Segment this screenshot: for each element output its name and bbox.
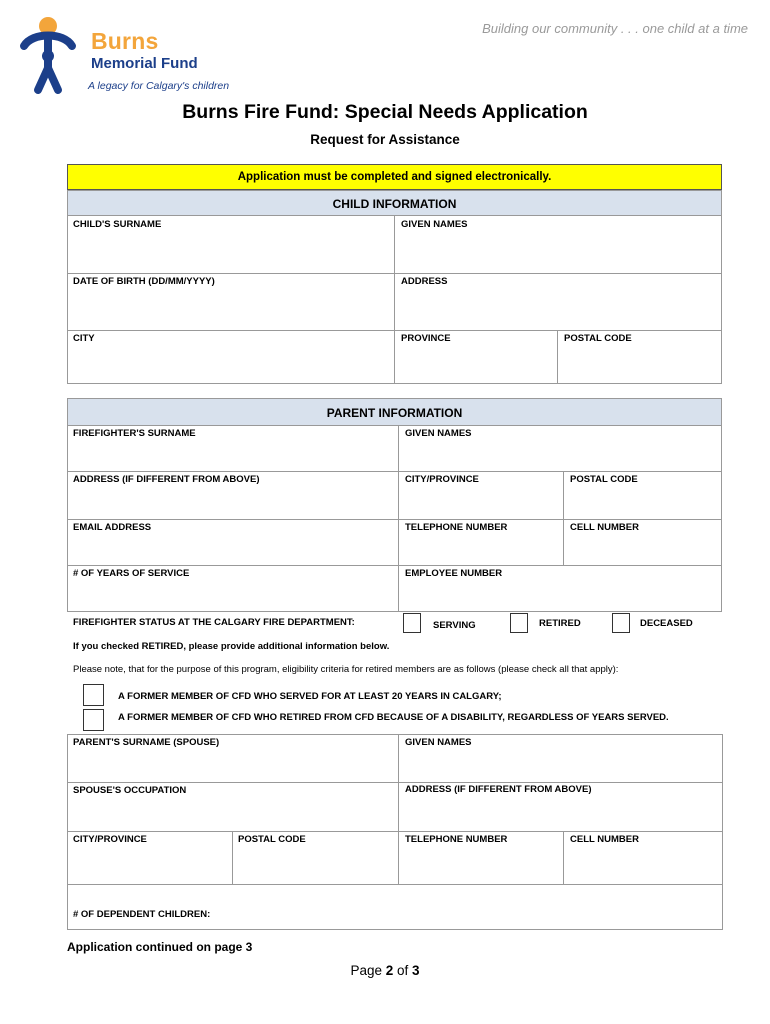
page-title: Burns Fire Fund: Special Needs Application xyxy=(182,101,588,123)
page-number xyxy=(0,963,770,978)
divider xyxy=(67,565,722,566)
page-of: of xyxy=(397,963,409,978)
divider xyxy=(398,426,399,612)
ff-years-service-field[interactable]: # OF YEARS OF SERVICE xyxy=(73,568,190,579)
child-surname-field[interactable]: CHILD'S SURNAME xyxy=(73,219,162,230)
criteria-2-label: A FORMER MEMBER OF CFD WHO RETIRED FROM CFD BECAUSE OF A DISABILITY, REGARDLESS OF YEARS SERVED. xyxy=(118,712,669,723)
criteria-1-label: A FORMER MEMBER OF CFD WHO SERVED FOR AT LEAST 20 YEARS IN CALGARY; xyxy=(118,691,502,702)
spouse-info-table xyxy=(67,734,723,930)
criteria-1-checkbox[interactable] xyxy=(83,684,104,706)
ff-email-field[interactable]: EMAIL ADDRESS xyxy=(73,522,152,533)
divider xyxy=(67,929,723,930)
status-serving-checkbox[interactable] xyxy=(403,613,421,633)
spouse-given-names-field[interactable]: GIVEN NAMES xyxy=(405,737,472,748)
child-dob-field[interactable]: DATE OF BIRTH (DD/MM/YYYY) xyxy=(73,276,215,287)
divider xyxy=(563,831,564,884)
ff-cell-field[interactable]: CELL NUMBER xyxy=(570,522,639,533)
parent-section-heading: PARENT INFORMATION xyxy=(67,398,722,426)
spouse-city-field[interactable]: CITY/PROVINCE xyxy=(73,834,147,845)
child-section-heading: CHILD INFORMATION xyxy=(67,190,722,216)
ff-city-province-field[interactable]: CITY/PROVINCE xyxy=(405,474,479,485)
spouse-postal-code-field[interactable]: POSTAL CODE xyxy=(238,834,306,845)
criteria-2-checkbox[interactable] xyxy=(83,709,104,731)
divider xyxy=(563,471,564,565)
child-address-field[interactable]: ADDRESS xyxy=(401,276,448,287)
ff-surname-field[interactable]: FIREFIGHTER'S SURNAME xyxy=(73,428,196,439)
divider xyxy=(398,734,399,884)
status-deceased-label: DECEASED xyxy=(640,618,693,629)
dependents-field[interactable]: # OF DEPENDENT CHILDREN: xyxy=(73,909,211,920)
status-serving-label: SERVING xyxy=(433,620,476,631)
retired-note: If you checked RETIRED, please provide additional information below. xyxy=(73,641,390,652)
child-city-field[interactable]: CITY xyxy=(73,333,95,344)
ff-status-label: FIREFIGHTER STATUS AT THE CALGARY FIRE DEPARTMENT: xyxy=(73,617,355,628)
child-province-field[interactable]: PROVINCE xyxy=(401,333,451,344)
divider xyxy=(232,831,233,884)
child-given-names-field[interactable]: GIVEN NAMES xyxy=(401,219,468,230)
ff-address-field[interactable]: ADDRESS (IF DIFFERENT FROM ABOVE) xyxy=(73,474,260,485)
page-total: 3 xyxy=(412,963,420,978)
ff-given-names-field[interactable]: GIVEN NAMES xyxy=(405,428,472,439)
page-prefix: Page xyxy=(350,963,382,978)
divider xyxy=(67,831,723,832)
header-tagline: Building our community . . . one child at a time xyxy=(482,21,748,36)
ff-postal-code-field[interactable]: POSTAL CODE xyxy=(570,474,638,485)
continued-note: Application continued on page 3 xyxy=(67,940,253,954)
logo-name: Burns xyxy=(91,28,159,54)
status-deceased-checkbox[interactable] xyxy=(612,613,630,633)
ff-employee-number-field[interactable]: EMPLOYEE NUMBER xyxy=(405,568,503,579)
divider xyxy=(394,216,395,384)
eligibility-note: Please note, that for the purpose of this program, eligibility criteria for retired members are as follows (please check all that apply): xyxy=(73,664,619,675)
page-current: 2 xyxy=(385,963,394,978)
status-retired-checkbox[interactable] xyxy=(510,613,528,633)
spouse-telephone-field[interactable]: TELEPHONE NUMBER xyxy=(405,834,508,845)
status-retired-label: RETIRED xyxy=(539,618,581,629)
divider xyxy=(67,519,722,520)
divider xyxy=(557,330,558,384)
divider xyxy=(67,471,722,472)
child-postal-code-field[interactable]: POSTAL CODE xyxy=(564,333,632,344)
divider xyxy=(67,782,723,783)
spouse-address-field[interactable]: ADDRESS (IF DIFFERENT FROM ABOVE) xyxy=(405,784,592,795)
logo-subname: Memorial Fund xyxy=(91,55,198,72)
notice-banner: Application must be completed and signed electronically. xyxy=(67,164,722,190)
spouse-cell-field[interactable]: CELL NUMBER xyxy=(570,834,639,845)
spouse-surname-field[interactable]: PARENT'S SURNAME (SPOUSE) xyxy=(73,737,220,748)
divider xyxy=(67,884,723,885)
page-subtitle: Request for Assistance xyxy=(310,132,460,147)
spouse-occupation-field[interactable]: SPOUSE'S OCCUPATION xyxy=(73,785,187,796)
ff-telephone-field[interactable]: TELEPHONE NUMBER xyxy=(405,522,508,533)
logo-tagline: A legacy for Calgary's children xyxy=(88,80,230,92)
